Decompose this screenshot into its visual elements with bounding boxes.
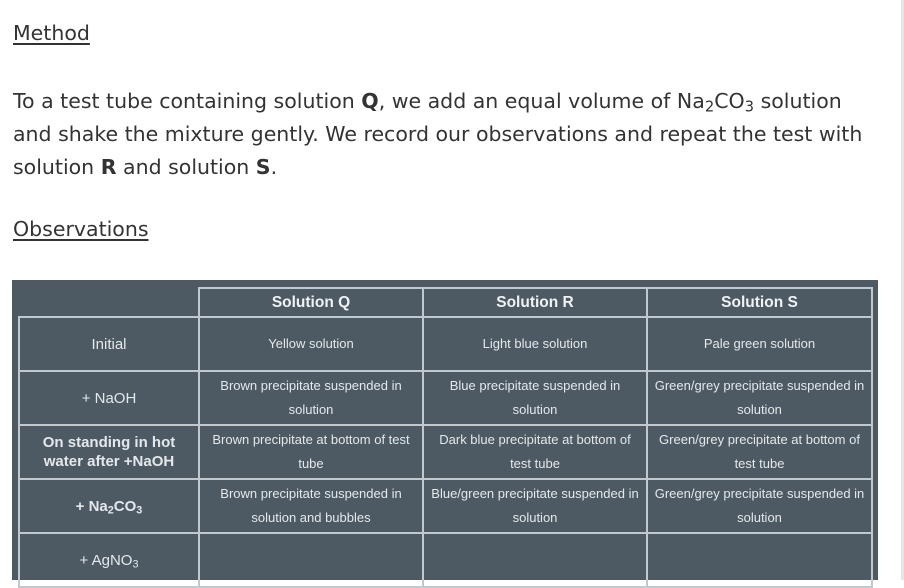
table-cell: Blue precipitate suspended in solution	[423, 371, 647, 425]
table-cell: Brown precipitate suspended in solution	[199, 371, 423, 425]
table-header-row	[19, 288, 872, 317]
table-cell: Light blue solution	[423, 317, 647, 371]
table-cell	[647, 533, 872, 587]
table-cell: Dark blue precipitate at bottom of test tube	[423, 425, 647, 479]
table-cell: Pale green solution	[647, 317, 872, 371]
table-row	[19, 425, 872, 479]
table-cell: Brown precipitate at bottom of test tube	[199, 425, 423, 479]
method-heading: Method	[13, 21, 90, 45]
table-row	[19, 479, 872, 533]
row-label-naoh: + NaOH	[19, 371, 199, 425]
row-label-initial: Initial	[19, 317, 199, 371]
table-cell: Yellow solution	[199, 317, 423, 371]
observations-table-container	[12, 280, 878, 580]
table-cell: Green/grey precipitate suspended in solution	[647, 479, 872, 533]
table-corner-cell	[19, 288, 199, 317]
observations-heading: Observations	[13, 217, 149, 241]
row-label-hot-water: On standing in hot water after +NaOH	[19, 425, 199, 479]
table-cell	[423, 533, 647, 587]
table-cell: Blue/green precipitate suspended in solution	[423, 479, 647, 533]
solution-r-label: R	[100, 155, 117, 179]
table-cell: Green/grey precipitate suspended in solution	[647, 371, 872, 425]
row-label-agno3: + AgNO$_3$	[19, 533, 199, 587]
observations-table	[18, 287, 873, 588]
table-cell: Green/grey precipitate at bottom of test tube	[647, 425, 872, 479]
column-header-solution-r: Solution R	[423, 288, 647, 317]
table-row	[19, 533, 872, 587]
table-cell	[199, 533, 423, 587]
row-label-na2co3: + $Na_2CO_3$	[19, 479, 199, 533]
table-row	[19, 371, 872, 425]
solution-q-label: Q	[361, 89, 379, 113]
solution-s-label: S	[255, 155, 271, 179]
table-row	[19, 317, 872, 371]
column-header-solution-s: Solution S	[647, 288, 872, 317]
method-paragraph: To a test tube containing solution Q, we add an equal volume of $Na_2CO_3$ solution and shake the mixture gently. We record our observations and repeat the test with solution R and solution S.	[13, 89, 863, 179]
column-header-solution-q: Solution Q	[199, 288, 423, 317]
table-cell: Brown precipitate suspended in solution and bubbles	[199, 479, 423, 533]
